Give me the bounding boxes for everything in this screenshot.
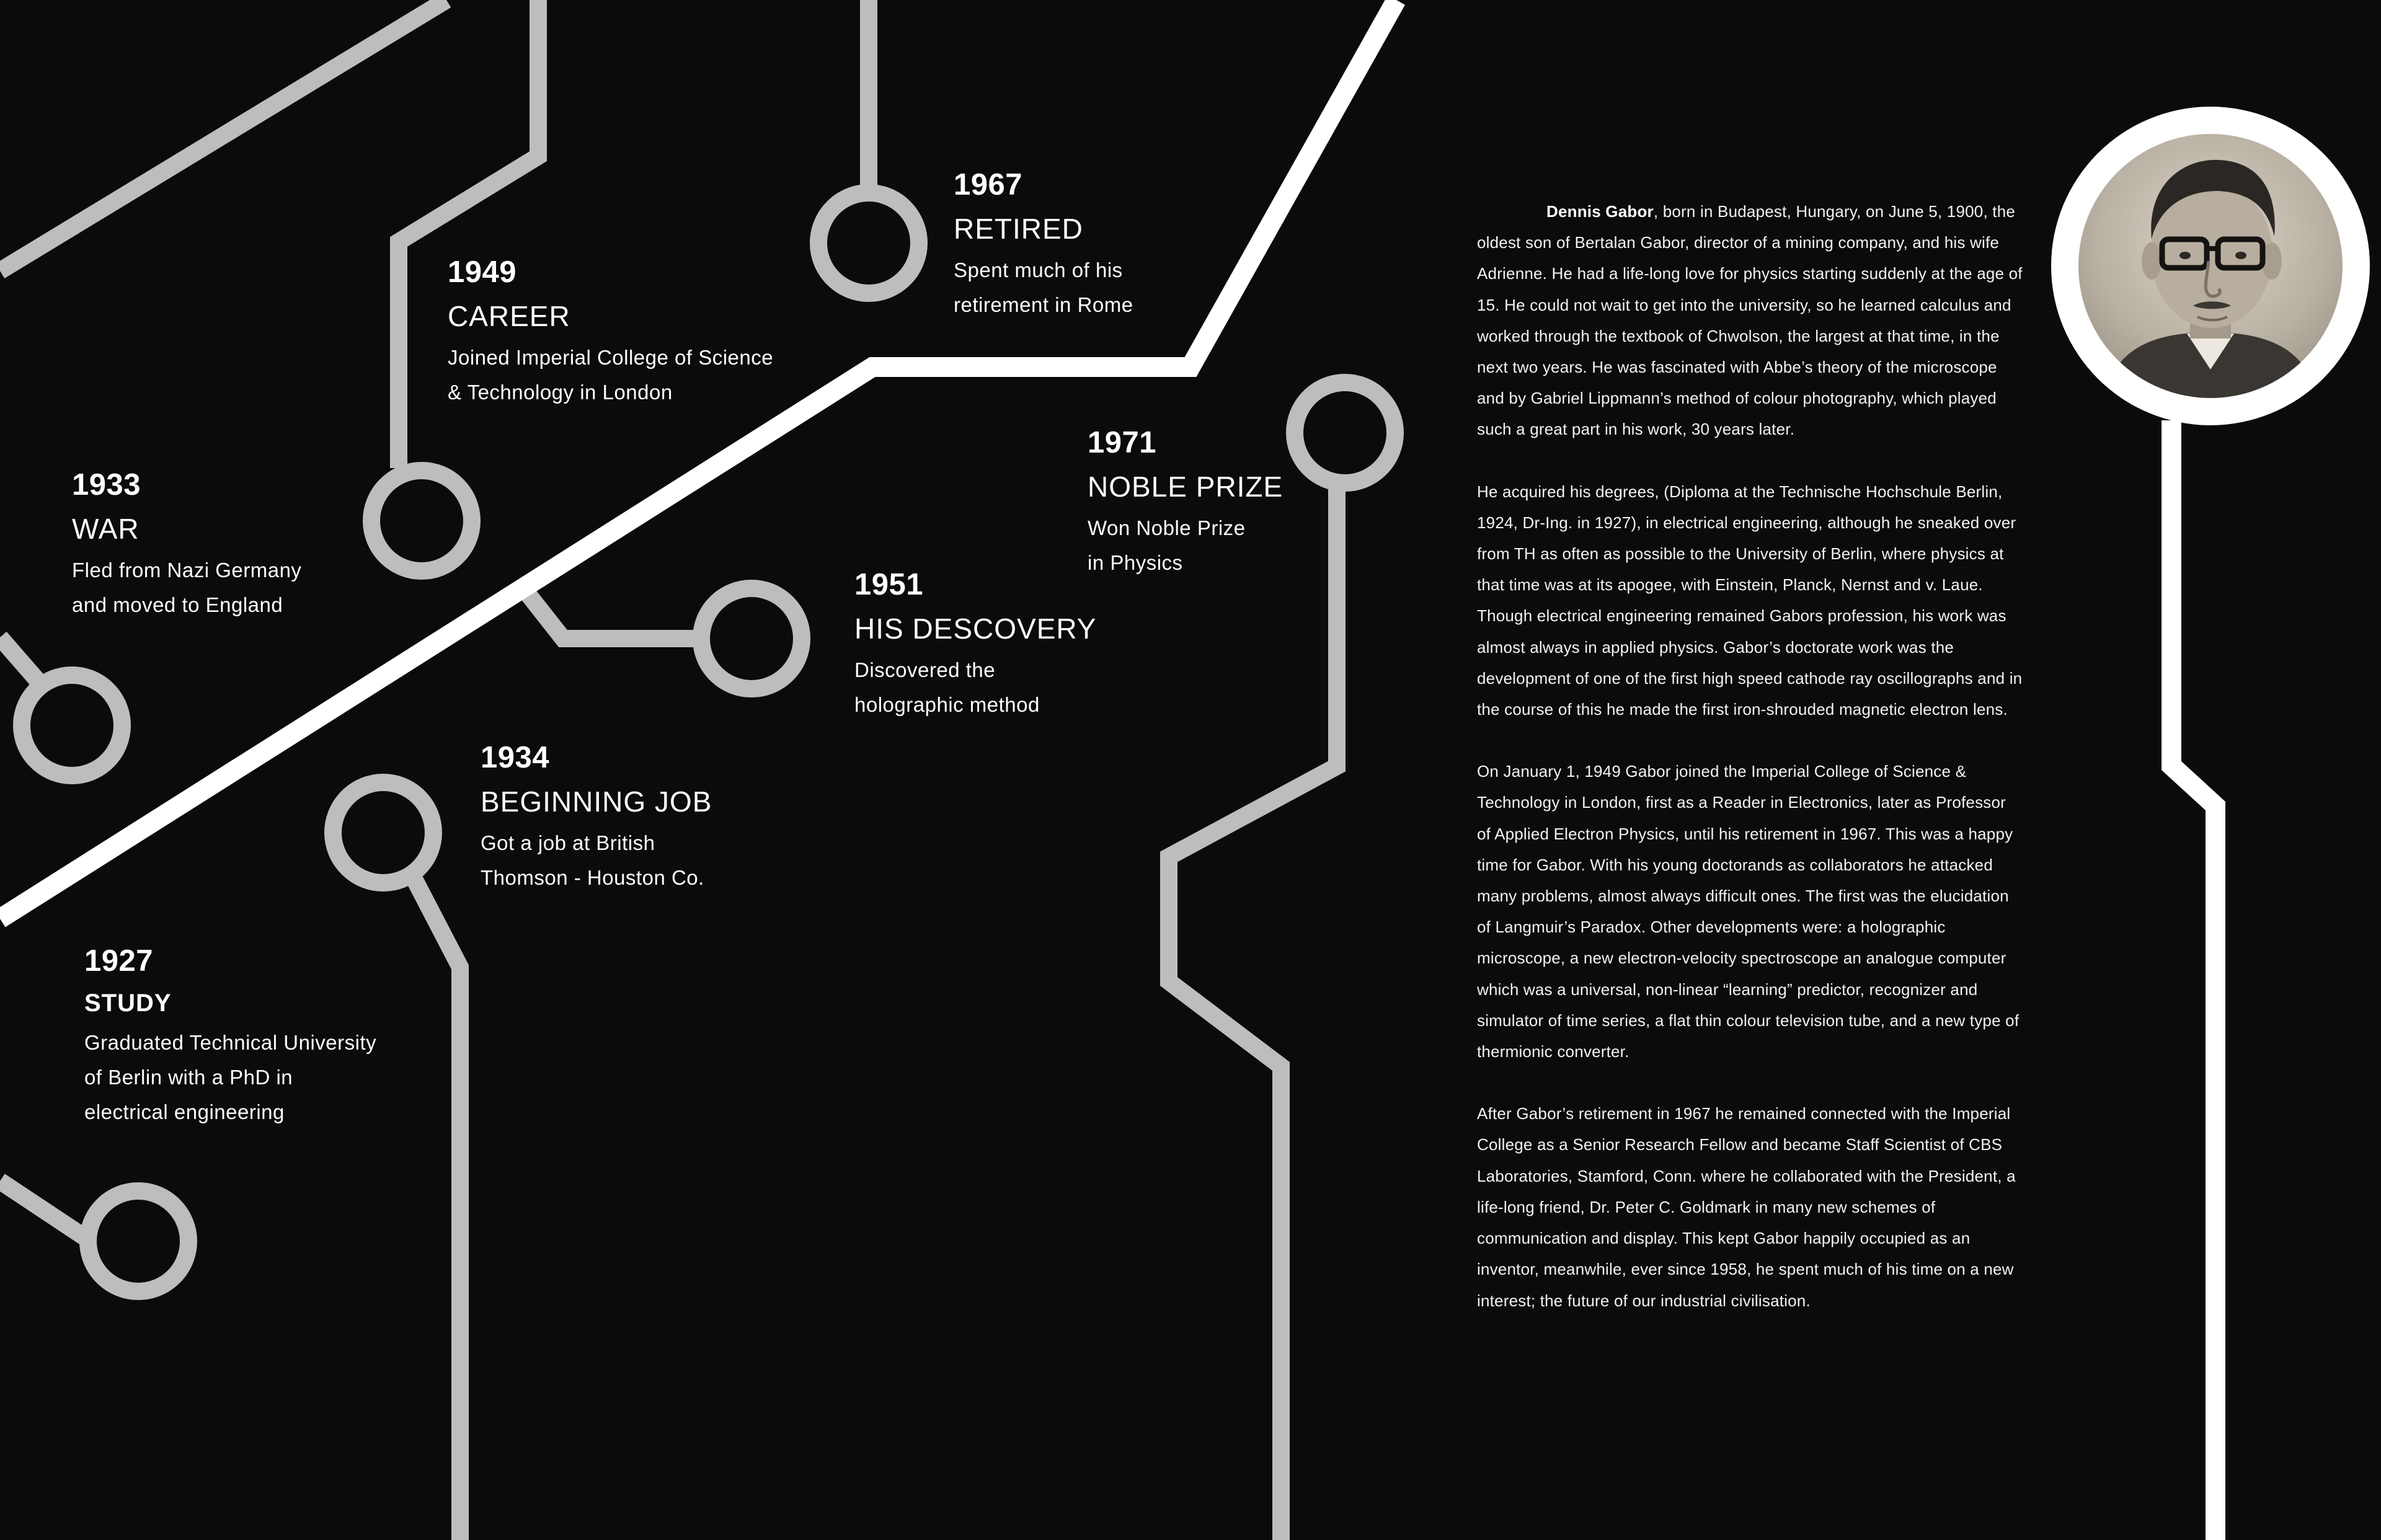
- branch-1927: [0, 1181, 91, 1241]
- event-description: Fled from Nazi Germany and moved to England: [72, 559, 302, 617]
- portrait-photo: [2078, 134, 2343, 398]
- event-description: Joined Imperial College of Science & Technology in London: [448, 346, 774, 404]
- event-1934: [481, 741, 712, 895]
- branch-1951: [524, 589, 701, 639]
- event-1971: [1088, 427, 1283, 580]
- bio-paragraph-4: After Gabor’s retirement in 1967 he remained connected with the Imperial College as a Senior Research Fellow and became Staff Scientist of CBS Laboratories, Stamford, Conn. where he collaborated with the President, a life-long friend, Dr. Peter C. Goldmark in many new schemes of communication and display. This kept Gabor happily occupied as an inventor, meanwhile, ever since 1958, he spent much of his time on a new interest; the future of our industrial civilisation.: [1477, 1104, 2016, 1310]
- event-year: 1971: [1088, 426, 1157, 459]
- node-1967: [818, 193, 919, 293]
- event-year: 1951: [854, 568, 924, 601]
- event-1951: [854, 569, 1096, 722]
- node-1971: [1295, 383, 1395, 483]
- node-1951: [701, 588, 802, 689]
- bio-paragraph-3: On January 1, 1949 Gabor joined the Imperial College of Science & Technology in London, first as a Reader in Electronics, later as Professor of Applied Electron Physics, until his retirement in 1967. This was a happy time for Gabor. With his young doctorands as collaborators he attacked many problems, almost always difficult ones. The first was the elucidation of Langmuir’s Paradox. Other developments were: a holographic microscope, a new electron-velocity spectroscope an analogue computer which was a universal, non-linear “learning” predictor, recognizer and simulator of time series, a flat thin colour television tube, and a new type of thermionic converter.: [1477, 762, 2020, 1061]
- branch-1934: [412, 874, 460, 1540]
- event-title: CAREER: [448, 299, 570, 332]
- bio-paragraph-2: He acquired his degrees, (Diploma at the Technische Hochschule Berlin, 1924, Dr-Ing. in 1927), in electrical engineering, although he sneaked over from TH as often as possible to the University of Berlin, where physics at that time was at its apogee, with Einstein, Planck, Nernst and v. Laue. Though electrical engineering remained Gabors profession, his work was almost always in applied physics. Gabor’s doctorate work was the development of one of the first high speed cathode ray oscillographs and in the course of this he made the first iron-shrouded magnetic electron lens.: [1477, 482, 2023, 719]
- event-year: 1933: [72, 468, 141, 502]
- portrait-frame: [2051, 107, 2370, 425]
- branch-1933: [0, 637, 37, 680]
- event-title: BEGINNING JOB: [481, 785, 712, 818]
- event-year: 1927: [84, 944, 154, 978]
- event-description: Discovered the holographic method: [854, 658, 1040, 717]
- event-title: RETIRED: [954, 212, 1083, 245]
- event-description: Got a job at British Thomson - Houston Co.: [481, 831, 704, 890]
- event-1933: [72, 469, 301, 622]
- bio-paragraph-1: Dennis Gabor, born in Budapest, Hungary, on June 5, 1900, the oldest son of Bertalan Gabor, director of a mining company, and his wife Adrienne. He had a life-long love for physics starting suddenly at the age of 15. He could not wait to get into the university, so he learned calculus and worked through the textbook of Chwolson, the largest at that time, in the next two years. He was fascinated with Abbe’s theory of the microscope and by Gabriel Lippmann’s method of colour photography, which played such a great part in his work, 30 years later.: [1477, 202, 2023, 439]
- node-1933: [22, 675, 122, 776]
- event-title: WAR: [72, 512, 140, 545]
- node-1934: [333, 782, 433, 883]
- event-year: 1934: [481, 741, 550, 774]
- portrait-line: [2171, 420, 2215, 1540]
- bio-name: Dennis Gabor: [1546, 202, 1654, 221]
- node-1927: [88, 1191, 188, 1291]
- portrait-illustration: [2078, 134, 2343, 398]
- event-year: 1967: [954, 168, 1023, 201]
- event-description: Spent much of his retirement in Rome: [954, 259, 1133, 317]
- biography: [1477, 196, 2023, 1347]
- node-1949: [371, 471, 472, 571]
- event-description: Won Noble Prize in Physics: [1088, 516, 1246, 575]
- event-title: HIS DESCOVERY: [854, 612, 1097, 645]
- branch-top-left: [0, 0, 446, 271]
- event-1927: [84, 945, 376, 1130]
- event-1949: [448, 256, 773, 410]
- event-title: NOBLE PRIZE: [1088, 470, 1284, 503]
- event-title: STUDY: [84, 989, 172, 1017]
- event-1967: [954, 169, 1133, 322]
- event-description: Graduated Technical University of Berlin with a PhD in electrical engineering: [84, 1030, 377, 1123]
- branch-1971: [1169, 482, 1337, 1540]
- event-year: 1949: [448, 255, 517, 289]
